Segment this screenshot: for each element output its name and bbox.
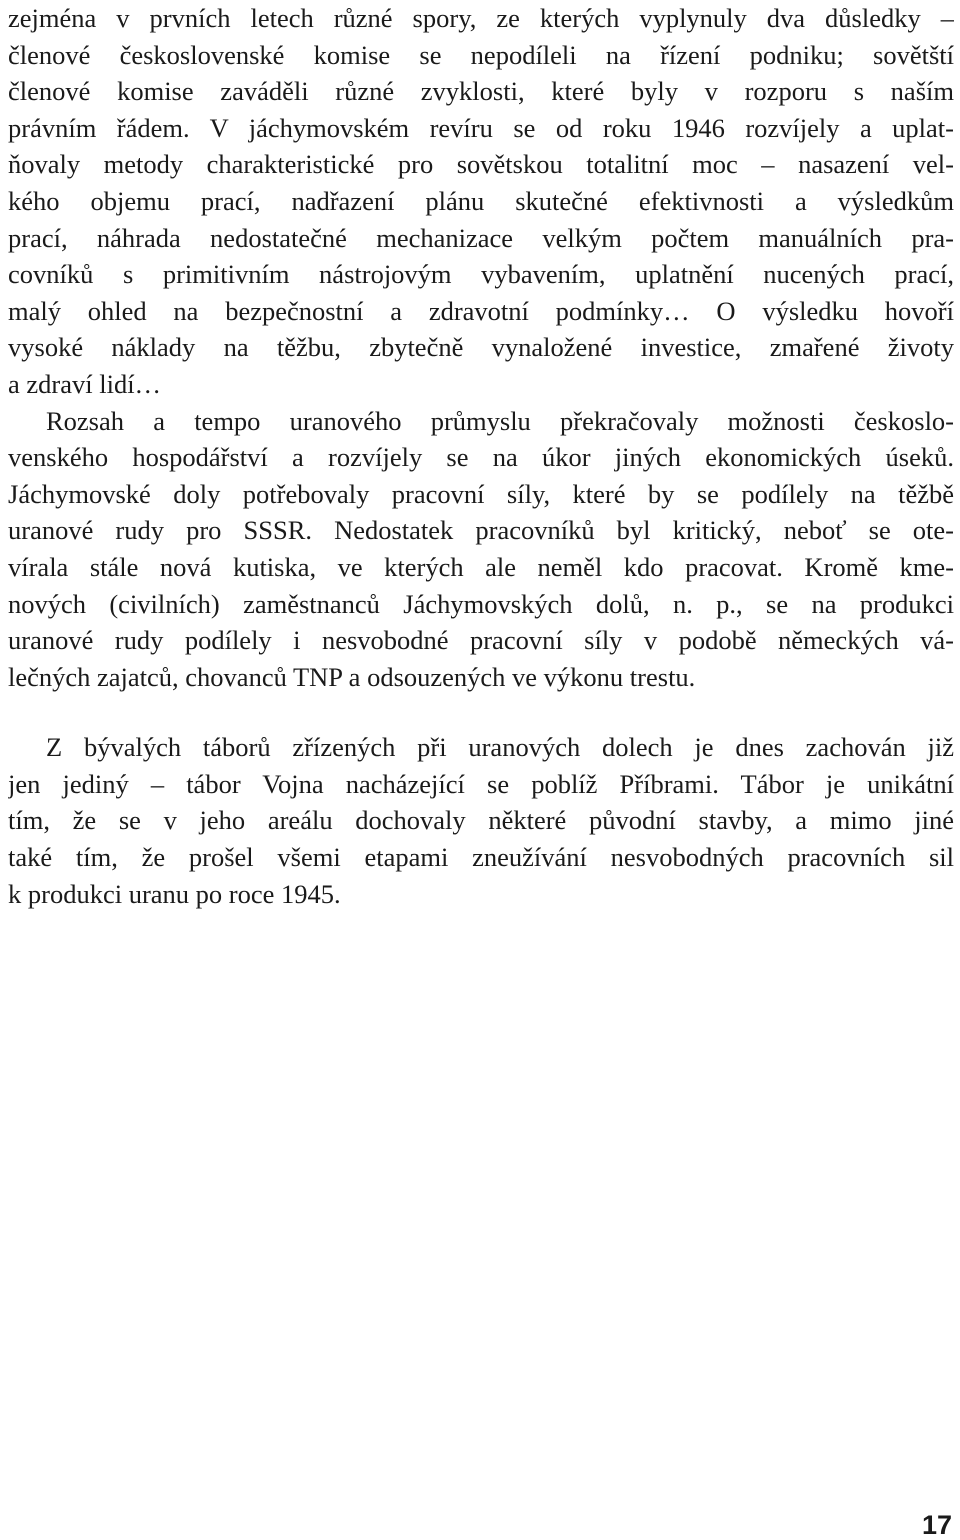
paragraph-2 [8, 403, 954, 696]
text-line: tím, že se v jeho areálu dochovaly některé původní stavby, a mimo jiné [8, 805, 954, 836]
text-line: vysoké náklady na těžbu, zbytečně vynaložené investice, zmařené životy [8, 332, 954, 363]
text-line: členové komise zaváděli různé zvyklosti, které byly v rozporu s naším [8, 76, 954, 107]
text-line: také tím, že prošel všemi etapami zneužívání nesvobodných pracovních sil [8, 842, 954, 873]
paragraph-3 [8, 729, 954, 912]
text-line: lečných zajatců, chovanců TNP a odsouzených ve výkonu trestu. [8, 661, 696, 692]
text-line: k produkci uranu po roce 1945. [8, 878, 341, 909]
text-line: Rozsah a tempo uranového průmyslu překračovaly možnosti českoslo- [46, 405, 954, 436]
text-line: nových (civilních) zaměstnanců Jáchymovských dolů, n. p., se na produkci [8, 588, 954, 619]
page-number: 17 [921, 1510, 952, 1540]
text-line: venského hospodářství a rozvíjely se na úkor jiných ekonomických úseků. [8, 442, 954, 473]
text-line: vírala stále nová kutiska, ve kterých ale neměl kdo pracovat. Kromě kme- [8, 551, 954, 582]
text-line: právním řádem. V jáchymovském revíru se od roku 1946 rozvíjely a uplat- [8, 112, 954, 143]
text-line: covníků s primitivním nástrojovým vybavením, uplatnění nucených prací, [8, 259, 954, 290]
text-line: zejména v prvních letech různé spory, ze kterých vyplynuly dva důsledky – [8, 3, 954, 33]
text-line: Z bývalých táborů zřízených při uranových dolech je dnes zachován již [46, 732, 954, 763]
document-page [8, 0, 954, 912]
text-line: jen jediný – tábor Vojna nacházející se poblíž Příbrami. Tábor je unikátní [8, 768, 954, 799]
text-line: a zdraví lidí… [8, 368, 162, 399]
text-line: uranové rudy podílely i nesvobodné pracovní síly v podobě německých vá- [8, 625, 954, 656]
paragraph-1 [8, 0, 954, 403]
text-line: členové československé komise se nepodíleli na řízení podniku; sovětští [8, 39, 954, 70]
paragraph-spacer [8, 695, 954, 729]
text-line: Jáchymovské doly potřebovaly pracovní síly, které by se podílely na těžbě [8, 478, 954, 509]
text-line: uranové rudy pro SSSR. Nedostatek pracovníků byl kritický, neboť se ote- [8, 515, 954, 546]
text-line: ňovaly metody charakteristické pro sovětskou totalitní moc – nasazení vel- [8, 149, 954, 180]
text-line: kého objemu prací, nadřazení plánu skutečné efektivnosti a výsledkům [8, 185, 954, 216]
text-line: prací, náhrada nedostatečné mechanizace velkým počtem manuálních pra- [8, 222, 954, 253]
text-line: malý ohled na bezpečnostní a zdravotní podmínky… O výsledku hovoří [8, 295, 954, 326]
